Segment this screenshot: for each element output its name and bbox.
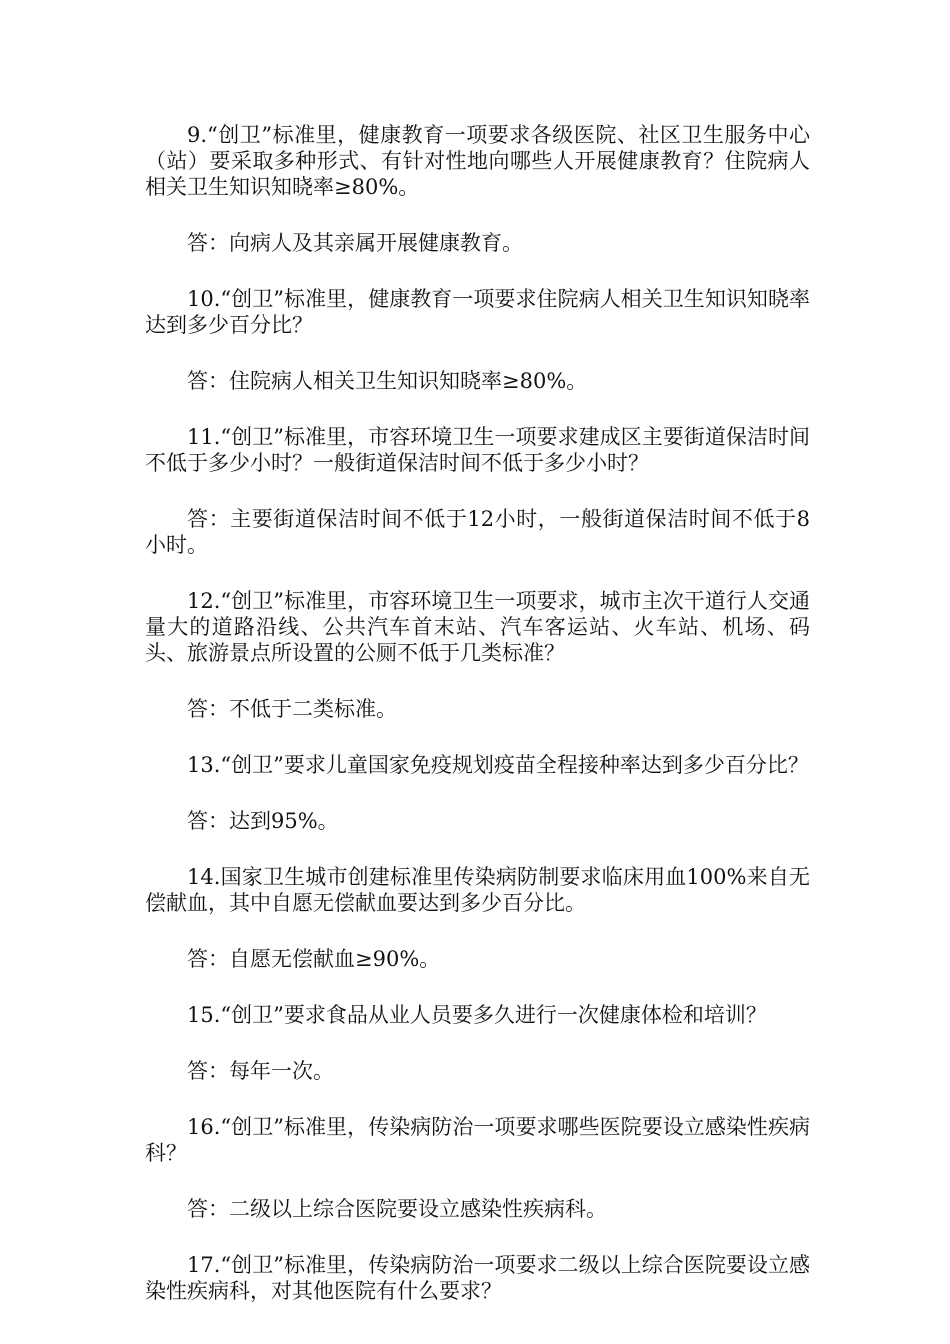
answer-12: 答：不低于二类标准。 bbox=[187, 697, 397, 721]
question-10: 10.“创卫”标准里，健康教育一项要求住院病人相关卫生知识知晓率达到多少百分比？ bbox=[145, 287, 810, 337]
answer-15: 答：每年一次。 bbox=[187, 1059, 334, 1083]
answer-13: 答：达到95%。 bbox=[187, 809, 339, 833]
answer-10: 答：住院病人相关卫生知识知晓率≥80%。 bbox=[187, 369, 588, 393]
question-12: 12.“创卫”标准里，市容环境卫生一项要求，城市主次干道行人交通量大的道路沿线、公共汽车首末站、汽车客运站、火车站、机场、码头、旅游景点所设置的公厕不低于几类标准？ bbox=[145, 589, 810, 665]
answer-11: 答：主要街道保洁时间不低于12小时，一般街道保洁时间不低于8小时。 bbox=[145, 507, 810, 557]
answer-14: 答：自愿无偿献血≥90%。 bbox=[187, 947, 441, 971]
answer-9: 答：向病人及其亲属开展健康教育。 bbox=[187, 231, 523, 255]
question-11: 11.“创卫”标准里，市容环境卫生一项要求建成区主要街道保洁时间不低于多少小时？一般街道保洁时间不低于多少小时？ bbox=[145, 425, 810, 475]
question-13: 13.“创卫”要求儿童国家免疫规划疫苗全程接种率达到多少百分比？ bbox=[187, 753, 809, 777]
answer-16: 答：二级以上综合医院要设立感染性疾病科。 bbox=[187, 1197, 607, 1221]
question-15: 15.“创卫”要求食品从业人员要多久进行一次健康体检和培训？ bbox=[187, 1003, 767, 1027]
question-14: 14.国家卫生城市创建标准里传染病防制要求临床用血100%来自无偿献血，其中自愿无偿献血要达到多少百分比。 bbox=[145, 865, 810, 915]
document-page bbox=[145, 122, 810, 1334]
question-9: 9.“创卫”标准里，健康教育一项要求各级医院、社区卫生服务中心（站）要采取多种形式、有针对性地向哪些人开展健康教育？住院病人相关卫生知识知晓率≥80%。 bbox=[145, 123, 810, 199]
question-17: 17.“创卫”标准里，传染病防治一项要求二级以上综合医院要设立感染性疾病科，对其他医院有什么要求？ bbox=[145, 1253, 810, 1303]
question-16: 16.“创卫”标准里，传染病防治一项要求哪些医院要设立感染性疾病科？ bbox=[145, 1115, 810, 1165]
